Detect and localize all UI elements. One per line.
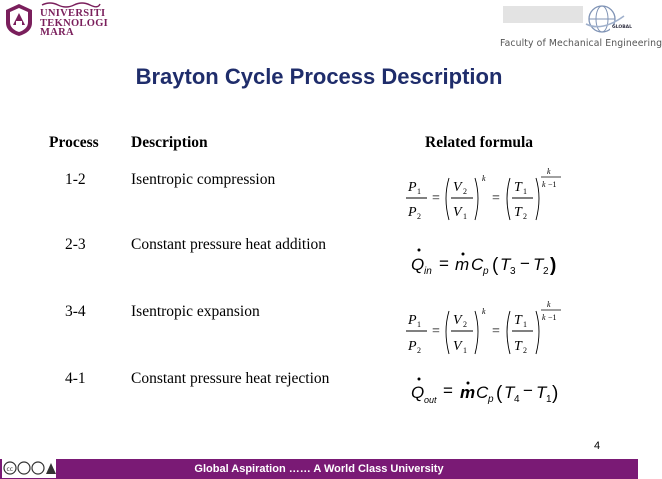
svg-text:=: = — [439, 254, 449, 273]
globe-icon — [580, 2, 636, 38]
svg-text:C: C — [471, 255, 484, 274]
svg-text:): ) — [550, 255, 557, 276]
formula-isentropic-compression — [405, 166, 575, 226]
svg-text:=: = — [492, 324, 500, 339]
svg-text:T: T — [504, 383, 515, 402]
process-3-4: 3-4 — [65, 303, 86, 320]
uitm-emblem-icon — [4, 3, 34, 37]
svg-text:k: k — [482, 174, 486, 183]
svg-text:P: P — [408, 339, 417, 354]
svg-text:−1: −1 — [548, 180, 557, 189]
formula-isentropic-expansion — [405, 298, 575, 360]
svg-text:T: T — [514, 339, 522, 354]
svg-text:in: in — [424, 266, 432, 277]
process-1-2: 1-2 — [65, 171, 86, 188]
column-header-formula: Related formula — [425, 134, 534, 151]
svg-text:(: ( — [492, 255, 499, 276]
svg-text:=: = — [432, 324, 440, 339]
svg-text:k: k — [482, 307, 486, 316]
svg-text:2: 2 — [523, 346, 527, 355]
svg-text:1: 1 — [463, 346, 467, 355]
process-2-3: 2-3 — [65, 236, 86, 253]
svg-text:V: V — [453, 313, 462, 328]
svg-text:P: P — [408, 313, 417, 328]
svg-text:2: 2 — [463, 187, 467, 196]
svg-text:p: p — [483, 266, 489, 277]
svg-text:m: m — [455, 255, 470, 274]
svg-text:k: k — [542, 313, 546, 322]
svg-text:2: 2 — [523, 212, 527, 221]
svg-text:2: 2 — [417, 212, 421, 221]
svg-text:4: 4 — [514, 394, 520, 405]
svg-text:3: 3 — [510, 266, 516, 277]
description-1-2: Isentropic compression — [131, 171, 276, 188]
svg-text:T: T — [536, 383, 547, 402]
svg-text:1: 1 — [417, 320, 421, 329]
faculty-banner-block — [503, 6, 583, 23]
formula-heat-addition — [408, 246, 568, 278]
svg-text:p: p — [488, 394, 494, 405]
svg-text:−: − — [520, 254, 530, 273]
svg-text:(: ( — [496, 383, 503, 404]
svg-text:1: 1 — [523, 320, 527, 329]
svg-text:C: C — [476, 383, 489, 402]
svg-text:m: m — [460, 383, 476, 402]
svg-text:=: = — [432, 191, 440, 206]
slide-title: Brayton Cycle Process Description — [135, 64, 503, 89]
svg-text:V: V — [453, 180, 462, 195]
svg-text:=: = — [443, 381, 453, 400]
svg-text:k: k — [547, 167, 551, 176]
footer-tagline: Global Aspiration …… A World Class University — [194, 463, 444, 475]
svg-text:V: V — [453, 205, 462, 220]
svg-text:): ) — [552, 383, 559, 404]
svg-text:out: out — [424, 395, 437, 405]
svg-text:T: T — [500, 255, 511, 274]
column-header-process: Process — [49, 134, 99, 151]
formula-heat-rejection — [408, 374, 568, 408]
svg-text:P: P — [408, 205, 417, 220]
svg-text:2: 2 — [463, 320, 467, 329]
svg-text:cc: cc — [6, 466, 14, 473]
university-name: UNIVERSITI TEKNOLOGI MARA — [40, 8, 109, 39]
process-4-1: 4-1 — [65, 370, 86, 387]
svg-text:2: 2 — [417, 346, 421, 355]
svg-text:P: P — [408, 180, 417, 195]
svg-text:−: − — [523, 381, 533, 400]
svg-text:2: 2 — [543, 266, 549, 277]
svg-text:T: T — [514, 313, 522, 328]
svg-text:V: V — [453, 339, 462, 354]
arabic-script-mark — [40, 1, 102, 7]
global-badge: GLOBAL — [612, 25, 633, 30]
svg-text:1: 1 — [523, 187, 527, 196]
description-4-1: Constant pressure heat rejection — [131, 370, 330, 387]
svg-text:1: 1 — [417, 187, 421, 196]
faculty-name: Faculty of Mechanical Engineering — [500, 38, 662, 49]
svg-text:1: 1 — [546, 394, 552, 405]
svg-text:1: 1 — [463, 212, 467, 221]
svg-text:−1: −1 — [548, 313, 557, 322]
svg-text:T: T — [514, 205, 522, 220]
svg-text:Q: Q — [411, 383, 425, 402]
svg-text:T: T — [533, 255, 544, 274]
page-number: 4 — [594, 440, 601, 452]
description-3-4: Isentropic expansion — [131, 303, 260, 320]
svg-text:=: = — [492, 191, 500, 206]
svg-text:k: k — [547, 300, 551, 309]
svg-text:T: T — [514, 180, 522, 195]
description-2-3: Constant pressure heat addition — [131, 236, 326, 253]
svg-text:Q: Q — [411, 255, 425, 274]
column-header-description: Description — [131, 134, 208, 151]
svg-text:k: k — [542, 180, 546, 189]
